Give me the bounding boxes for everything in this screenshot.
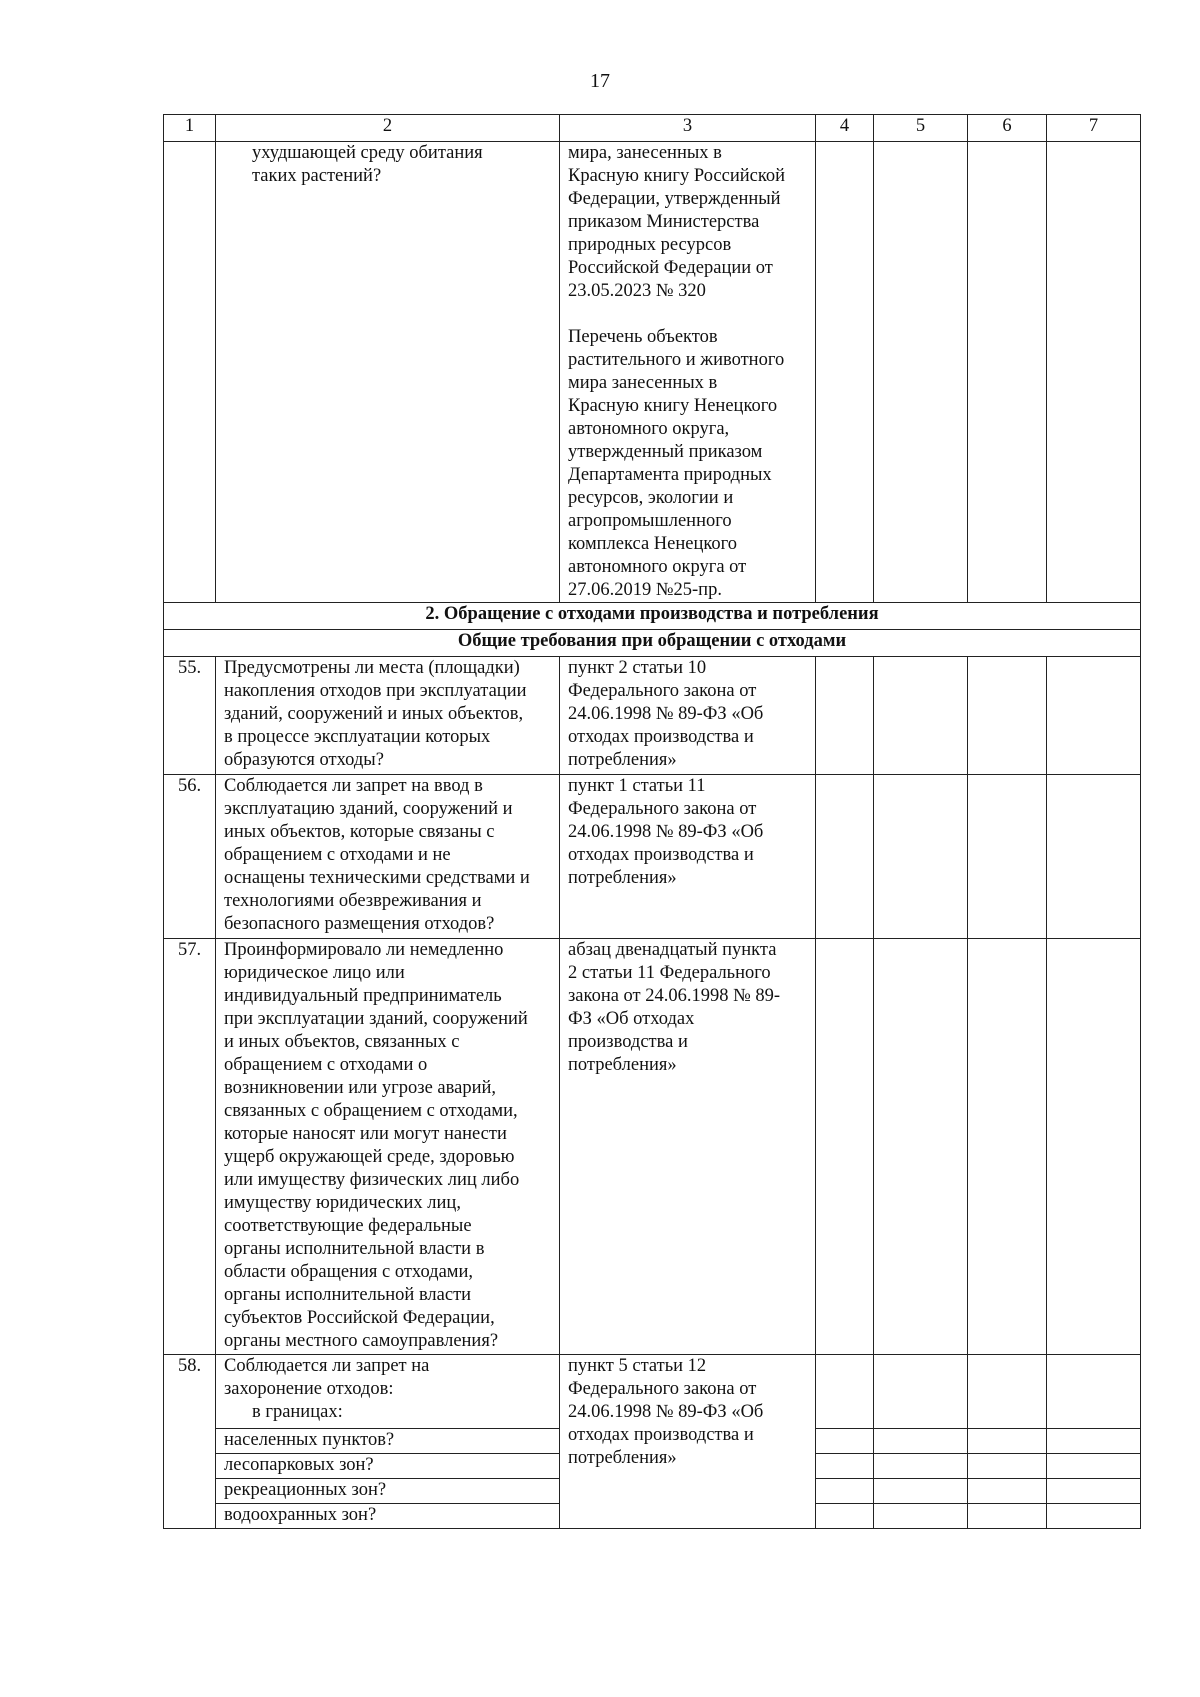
subitem-label: водоохранных зон? bbox=[216, 1504, 560, 1529]
row-number: 56. bbox=[164, 775, 216, 939]
answer-cell bbox=[874, 775, 968, 939]
answer-cell bbox=[968, 657, 1047, 775]
legal-reference: пункт 5 статьи 12 Федерального закона от 24.06.1998 № 89-ФЗ «Об отходах производства и потребления» bbox=[560, 1355, 816, 1529]
column-header-4: 4 bbox=[816, 115, 874, 142]
answer-cell bbox=[816, 1504, 874, 1529]
table-row bbox=[164, 657, 1141, 775]
continuation-row bbox=[164, 142, 1141, 603]
answer-cell bbox=[816, 142, 874, 603]
row-number: 57. bbox=[164, 939, 216, 1355]
answer-cell bbox=[874, 657, 968, 775]
answer-cell bbox=[816, 1355, 874, 1429]
answer-cell bbox=[874, 939, 968, 1355]
answer-cell bbox=[816, 1479, 874, 1504]
answer-cell bbox=[816, 1454, 874, 1479]
column-header-5: 5 bbox=[874, 115, 968, 142]
answer-cell bbox=[874, 1479, 968, 1504]
question-line: захоронение отходов: bbox=[224, 1379, 394, 1399]
checklist-table bbox=[163, 114, 1141, 1529]
question-line: в границах: bbox=[252, 1402, 343, 1422]
question-text: Проинформировало ли немедленно юридическое лицо или индивидуальный предприниматель при эксплуатации зданий, сооружений и иных объектов, связанных с обращением с отходами о возникновении или угрозе аварий, связанных с обращением с отходами, которые наносят или могут нанести ущерб окружающей среде, здоровью или имуществу физических лиц либо имуществу юридических лиц, соответствующие федеральные органы исполнительной власти в области обращения с отходами, органы исполнительной власти субъектов Российской Федерации, органы местного самоуправления? bbox=[216, 939, 560, 1355]
legal-reference: пункт 2 статьи 10 Федерального закона от 24.06.1998 № 89-ФЗ «Об отходах производства и потребления» bbox=[560, 657, 816, 775]
page-number: 17 bbox=[590, 70, 610, 92]
question-text: Предусмотрены ли места (площадки) накопления отходов при эксплуатации зданий, сооружений и иных объектов, в процессе эксплуатации которых образуются отходы? bbox=[216, 657, 560, 775]
answer-cell bbox=[968, 1355, 1047, 1429]
answer-cell bbox=[874, 1504, 968, 1529]
table-row-58 bbox=[164, 1355, 1141, 1429]
answer-cell bbox=[874, 1429, 968, 1454]
legal-reference: абзац двенадцатый пункта 2 статьи 11 Федерального закона от 24.06.1998 № 89- ФЗ «Об отходах производства и потребления» bbox=[560, 939, 816, 1355]
answer-cell bbox=[1047, 1355, 1141, 1429]
answer-cell bbox=[1047, 775, 1141, 939]
subitem-label: населенных пунктов? bbox=[216, 1429, 560, 1454]
question-line: Соблюдается ли запрет на bbox=[224, 1356, 430, 1376]
column-header-2: 2 bbox=[216, 115, 560, 142]
answer-cell bbox=[968, 1454, 1047, 1479]
answer-cell bbox=[1047, 1429, 1141, 1454]
answer-cell bbox=[816, 1429, 874, 1454]
answer-cell bbox=[874, 1355, 968, 1429]
column-header-6: 6 bbox=[968, 115, 1047, 142]
row-number-empty bbox=[164, 142, 216, 603]
answer-cell bbox=[1047, 657, 1141, 775]
answer-cell bbox=[874, 142, 968, 603]
answer-cell bbox=[1047, 1454, 1141, 1479]
question-text-58 bbox=[216, 1355, 560, 1429]
table-row bbox=[164, 775, 1141, 939]
answer-cell bbox=[968, 1504, 1047, 1529]
column-header-3: 3 bbox=[560, 115, 816, 142]
answer-cell bbox=[968, 775, 1047, 939]
column-header-1: 1 bbox=[164, 115, 216, 142]
column-header-7: 7 bbox=[1047, 115, 1141, 142]
row-number: 55. bbox=[164, 657, 216, 775]
answer-cell bbox=[968, 1479, 1047, 1504]
subsection-row bbox=[164, 630, 1141, 657]
answer-cell bbox=[968, 1429, 1047, 1454]
section-row bbox=[164, 603, 1141, 630]
answer-cell bbox=[1047, 1479, 1141, 1504]
continuation-reference: мира, занесенных в Красную книгу Российской Федерации, утвержденный приказом Министерства природных ресурсов Российской Федерации от 23.05.2023 № 320 Перечень объектов растительного и животного мира занесенных в Красную книгу Ненецкого автономного округа, утвержденный приказом Департамента природных ресурсов, экологии и агропромышленного комплекса Ненецкого автономного округа от 27.06.2019 №25-пр. bbox=[560, 142, 816, 603]
row-number: 58. bbox=[164, 1355, 216, 1529]
answer-cell bbox=[968, 939, 1047, 1355]
answer-cell bbox=[816, 657, 874, 775]
answer-cell bbox=[1047, 1504, 1141, 1529]
answer-cell bbox=[1047, 142, 1141, 603]
header-row bbox=[164, 115, 1141, 142]
answer-cell bbox=[968, 142, 1047, 603]
section-title: 2. Обращение с отходами производства и потребления bbox=[164, 603, 1141, 630]
answer-cell bbox=[816, 939, 874, 1355]
subsection-title: Общие требования при обращении с отходами bbox=[164, 630, 1141, 657]
legal-reference: пункт 1 статьи 11 Федерального закона от 24.06.1998 № 89-ФЗ «Об отходах производства и потребления» bbox=[560, 775, 816, 939]
question-text: Соблюдается ли запрет на ввод в эксплуатацию зданий, сооружений и иных объектов, которые связаны с обращением с отходами и не оснащены техническими средствами и технологиями обезвреживания и безопасного размещения отходов? bbox=[216, 775, 560, 939]
answer-cell bbox=[1047, 939, 1141, 1355]
subitem-label: рекреационных зон? bbox=[216, 1479, 560, 1504]
table-row bbox=[164, 939, 1141, 1355]
continuation-question: ухудшающей среду обитания таких растений? bbox=[216, 142, 560, 603]
answer-cell bbox=[816, 775, 874, 939]
answer-cell bbox=[874, 1454, 968, 1479]
subitem-label: лесопарковых зон? bbox=[216, 1454, 560, 1479]
